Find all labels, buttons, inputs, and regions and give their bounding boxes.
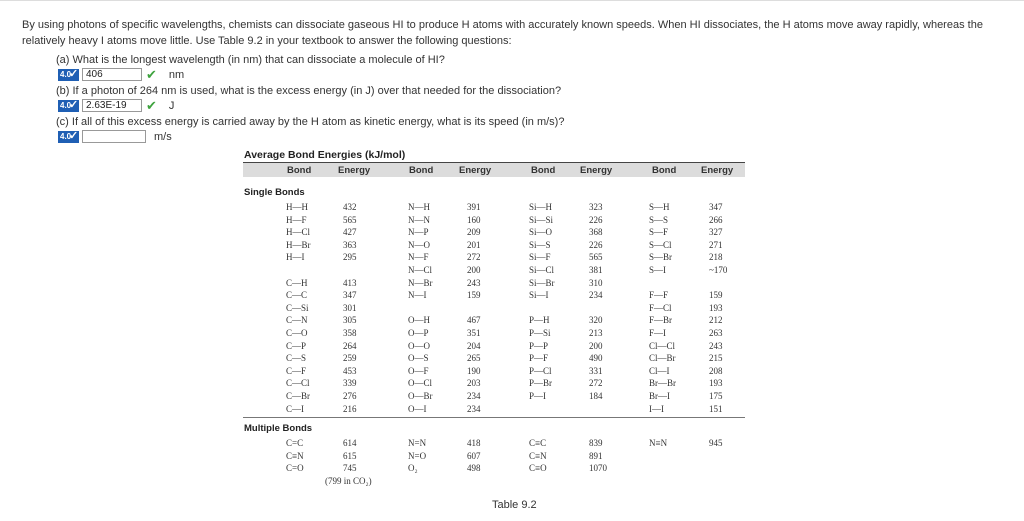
table-cell: N—Cl — [408, 264, 433, 275]
table-cell: 467 — [467, 315, 481, 326]
table-cell: Si—F — [529, 252, 551, 263]
table-cell: 418 — [467, 438, 481, 448]
table-cell — [529, 302, 555, 315]
table-cell: 839 — [589, 438, 603, 448]
table-cell: 745 — [343, 463, 357, 474]
table-cell: 159 — [467, 290, 481, 301]
table-cell: P—H — [529, 315, 550, 326]
table-cell: 363 — [343, 239, 357, 250]
table-cell: S—H — [649, 202, 670, 212]
table-cell: 209 — [467, 227, 481, 238]
table-cell: Si—Si — [529, 214, 554, 225]
table-cell: Br—I — [649, 390, 670, 401]
table-cell: F—Cl — [649, 302, 672, 313]
answer-c-unit: m/s — [154, 130, 172, 143]
table-cell: 175 — [709, 390, 723, 401]
table-cell: 234 — [467, 390, 481, 401]
table-cell: P—Cl — [529, 365, 552, 376]
header-bond: Bond — [409, 165, 434, 176]
table-cell: 339 — [343, 378, 357, 389]
header-bond: Bond — [652, 165, 677, 176]
table-cell: C=O — [286, 463, 304, 474]
table-cell: O—O — [408, 340, 430, 351]
points-badge: 4.0 ✓ — [60, 129, 79, 142]
single-col4-bonds — [649, 201, 676, 415]
header-energy: Energy — [459, 165, 492, 176]
table-cell: 323 — [589, 202, 603, 212]
table-cell: C≡N — [529, 450, 547, 461]
multiple-col4-energies — [709, 437, 723, 450]
table-cell: 945 — [709, 438, 723, 448]
table-cell — [529, 403, 555, 416]
table-cell: H—H — [286, 202, 308, 212]
table-cell: 427 — [343, 227, 357, 238]
multiple-col4-bonds — [649, 437, 667, 450]
table-cell: Cl—Cl — [649, 340, 676, 351]
points-badge: 4.0 ✓ — [60, 67, 79, 80]
table-cell: Si—S — [529, 239, 551, 250]
co2-note: (799 in CO₂) — [325, 476, 372, 486]
table-cell: 381 — [589, 264, 603, 275]
multiple-col2-bonds — [408, 437, 426, 475]
problem-intro: By using photons of specific wavelengths, chemists can dissociate gaseous HI to produce H atoms with accurately known speeds. When HI dissociates, the H atoms move away rapidly, whereas the relatively heavy I atoms move little. Use Table 9.2 in your textbook to answer the following questions: — [22, 19, 983, 47]
table-cell: C≡N — [286, 450, 304, 461]
table-cell: 216 — [343, 403, 357, 414]
single-col3-bonds — [529, 201, 555, 415]
table-cell: O—H — [408, 315, 430, 326]
table-cell: 498 — [467, 463, 481, 474]
table-cell: P—Br — [529, 378, 553, 389]
header-energy: Energy — [580, 165, 613, 176]
table-cell: 615 — [343, 450, 357, 461]
table-cell: 272 — [467, 252, 481, 263]
table-cell: 368 — [589, 227, 603, 238]
multiple-col1-energies — [343, 437, 357, 475]
table-cell: C—Si — [286, 302, 309, 313]
table-cell: 351 — [467, 327, 481, 338]
table-cell: N—I — [408, 290, 427, 301]
table-cell — [589, 302, 603, 315]
section-divider — [243, 417, 745, 418]
table-cell: N—O — [408, 239, 430, 250]
table-cell: 432 — [343, 202, 357, 212]
table-cell: 234 — [589, 290, 603, 301]
table-cell: S—Br — [649, 252, 673, 263]
table-cell: 226 — [589, 239, 603, 250]
single-col3-energies — [589, 201, 603, 415]
question-b-prompt: (b) If a photon of 264 nm is used, what is the excess energy (in J) over that needed for the dissociation? — [56, 85, 562, 97]
correct-check-icon: ✔ — [146, 66, 157, 82]
table-cell: C—O — [286, 327, 308, 338]
table-cell: C≡C — [529, 438, 547, 448]
table-cell: 413 — [343, 277, 357, 288]
table-caption: Table 9.2 — [492, 499, 537, 511]
table-cell: F—F — [649, 290, 669, 301]
table-cell: N—F — [408, 252, 429, 263]
table-cell: N=O — [408, 450, 427, 461]
table-cell: 204 — [467, 340, 481, 351]
table-cell: F—I — [649, 327, 667, 338]
header-bond: Bond — [287, 165, 312, 176]
table-cell: H—F — [286, 214, 307, 225]
table-cell — [709, 277, 727, 290]
table-cell: Cl—I — [649, 365, 670, 376]
table-cell: 327 — [709, 227, 723, 238]
table-cell: Si—H — [529, 202, 553, 212]
table-cell: C—Br — [286, 390, 311, 401]
table-cell — [286, 264, 311, 277]
question-a-prompt: (a) What is the longest wavelength (in nm) that can dissociate a molecule of HI? — [56, 54, 445, 66]
table-cell: 190 — [467, 365, 481, 376]
table-cell: 347 — [343, 290, 357, 301]
table-cell: N—Br — [408, 277, 433, 288]
table-cell: 565 — [589, 252, 603, 263]
table-cell: N—P — [408, 227, 429, 238]
answer-b-unit: J — [168, 99, 175, 112]
table-cell — [467, 302, 481, 315]
answer-c-input[interactable] — [82, 130, 146, 143]
table-cell: C=C — [286, 438, 304, 448]
table-cell: 272 — [589, 378, 603, 389]
table-cell: P—F — [529, 353, 549, 364]
multiple-col1-bonds — [286, 437, 304, 475]
table-cell: 193 — [709, 302, 723, 313]
table-cell: C—F — [286, 365, 307, 376]
table-cell: 151 — [709, 403, 723, 414]
table-cell: Si—O — [529, 227, 553, 238]
table-cell: 201 — [467, 239, 481, 250]
table-cell: 310 — [589, 277, 603, 288]
table-cell: 301 — [343, 302, 357, 313]
correct-check-icon: ✔ — [146, 97, 157, 113]
table-cell: O—F — [408, 365, 429, 376]
header-energy: Energy — [338, 165, 371, 176]
table-cell: O—Cl — [408, 378, 433, 389]
table-cell: 160 — [467, 214, 481, 225]
table-cell: 295 — [343, 252, 357, 263]
table-cell: O₂ — [408, 463, 418, 474]
multiple-col2-energies — [467, 437, 481, 475]
question-a-answer-row — [58, 67, 184, 82]
single-bonds-label: Single Bonds — [244, 187, 305, 198]
table-cell: Cl—Br — [649, 353, 676, 364]
table-cell: C—H — [286, 277, 308, 288]
table-cell: 184 — [589, 390, 603, 401]
table-cell: 218 — [709, 252, 723, 263]
table-cell: P—I — [529, 390, 547, 401]
single-col1-bonds — [286, 201, 311, 415]
check-icon: ✓ — [69, 67, 79, 80]
question-c-answer-row — [58, 129, 172, 144]
table-cell — [589, 403, 603, 416]
table-cell: O—I — [408, 403, 427, 414]
table-cell: 565 — [343, 214, 357, 225]
table-cell: H—Br — [286, 239, 311, 250]
table-cell: Si—Cl — [529, 264, 555, 275]
multiple-col3-bonds — [529, 437, 547, 475]
table-cell: C—Cl — [286, 378, 310, 389]
table-cell: 305 — [343, 315, 357, 326]
table-cell — [343, 264, 357, 277]
table-cell: 347 — [709, 202, 723, 212]
check-icon: ✓ — [69, 98, 79, 111]
single-col4-energies — [709, 201, 727, 415]
table-cell: N—H — [408, 202, 430, 212]
table-cell: C—P — [286, 340, 307, 351]
table-cell: 266 — [709, 214, 723, 225]
table-cell: 200 — [467, 264, 481, 275]
table-cell: 203 — [467, 378, 481, 389]
check-icon: ✓ — [69, 129, 79, 142]
table-cell: 213 — [589, 327, 603, 338]
single-col1-energies — [343, 201, 357, 415]
table-cell: O—Br — [408, 390, 433, 401]
table-cell: 215 — [709, 353, 723, 364]
question-b-answer-row — [58, 98, 174, 113]
table-cell: O—P — [408, 327, 429, 338]
table-cell: 614 — [343, 438, 357, 448]
table-cell: H—I — [286, 252, 305, 263]
table-cell — [649, 277, 676, 290]
single-col2-energies — [467, 201, 481, 415]
table-cell: 891 — [589, 450, 603, 461]
header-energy: Energy — [701, 165, 734, 176]
table-cell: C—I — [286, 403, 304, 414]
table-cell: S—Cl — [649, 239, 672, 250]
question-c-prompt: (c) If all of this excess energy is carried away by the H atom as kinetic energy, what is its speed (in m/s)? — [56, 116, 565, 128]
table-cell: 607 — [467, 450, 481, 461]
table-cell: C≡O — [529, 463, 547, 474]
multiple-col3-energies — [589, 437, 607, 475]
table-cell: 234 — [467, 403, 481, 414]
table-cell: 212 — [709, 315, 723, 326]
table-cell — [408, 302, 433, 315]
table-cell: N=N — [408, 438, 427, 448]
table-cell: Br—Br — [649, 378, 676, 389]
header-bond: Bond — [531, 165, 556, 176]
table-cell: C—S — [286, 353, 307, 364]
table-cell: P—P — [529, 340, 549, 351]
top-divider — [0, 0, 1024, 1]
table-cell: 1070 — [589, 463, 607, 474]
table-cell: 259 — [343, 353, 357, 364]
table-cell: 264 — [343, 340, 357, 351]
answer-b-input[interactable] — [82, 99, 142, 112]
table-cell: Si—I — [529, 290, 549, 301]
table-cell: 271 — [709, 239, 723, 250]
table-cell: 226 — [589, 214, 603, 225]
table-cell: P—Si — [529, 327, 551, 338]
table-cell: 159 — [709, 290, 723, 301]
points-badge: 4.0 ✓ — [60, 98, 79, 111]
table-cell: 331 — [589, 365, 603, 376]
table-cell: 453 — [343, 365, 357, 376]
table-cell: F—Br — [649, 315, 673, 326]
table-cell: S—S — [649, 214, 669, 225]
table-cell: 263 — [709, 327, 723, 338]
multiple-bonds-label: Multiple Bonds — [244, 423, 313, 434]
table-cell: I—I — [649, 403, 664, 414]
answer-a-input[interactable] — [82, 68, 142, 81]
table-cell: 193 — [709, 378, 723, 389]
answer-a-unit: nm — [168, 68, 185, 81]
table-title: Average Bond Energies (kJ/mol) — [244, 149, 406, 161]
table-cell: 243 — [709, 340, 723, 351]
table-cell: S—I — [649, 264, 667, 275]
table-cell: 276 — [343, 390, 357, 401]
table-cell: N≡N — [649, 438, 668, 448]
table-cell: 243 — [467, 277, 481, 288]
table-cell: 358 — [343, 327, 357, 338]
table-cell: H—Cl — [286, 227, 311, 238]
table-cell: 208 — [709, 365, 723, 376]
table-cell: 200 — [589, 340, 603, 351]
table-cell: N—N — [408, 214, 430, 225]
table-cell: C—N — [286, 315, 308, 326]
table-cell: Si—Br — [529, 277, 555, 288]
table-cell: O—S — [408, 353, 429, 364]
table-cell: 320 — [589, 315, 603, 326]
table-cell: 265 — [467, 353, 481, 364]
table-cell: 391 — [467, 202, 481, 212]
table-cell: ~170 — [709, 264, 728, 275]
table-cell: S—F — [649, 227, 669, 238]
table-cell: 490 — [589, 353, 603, 364]
table-cell: C—C — [286, 290, 308, 301]
single-col2-bonds — [408, 201, 433, 415]
